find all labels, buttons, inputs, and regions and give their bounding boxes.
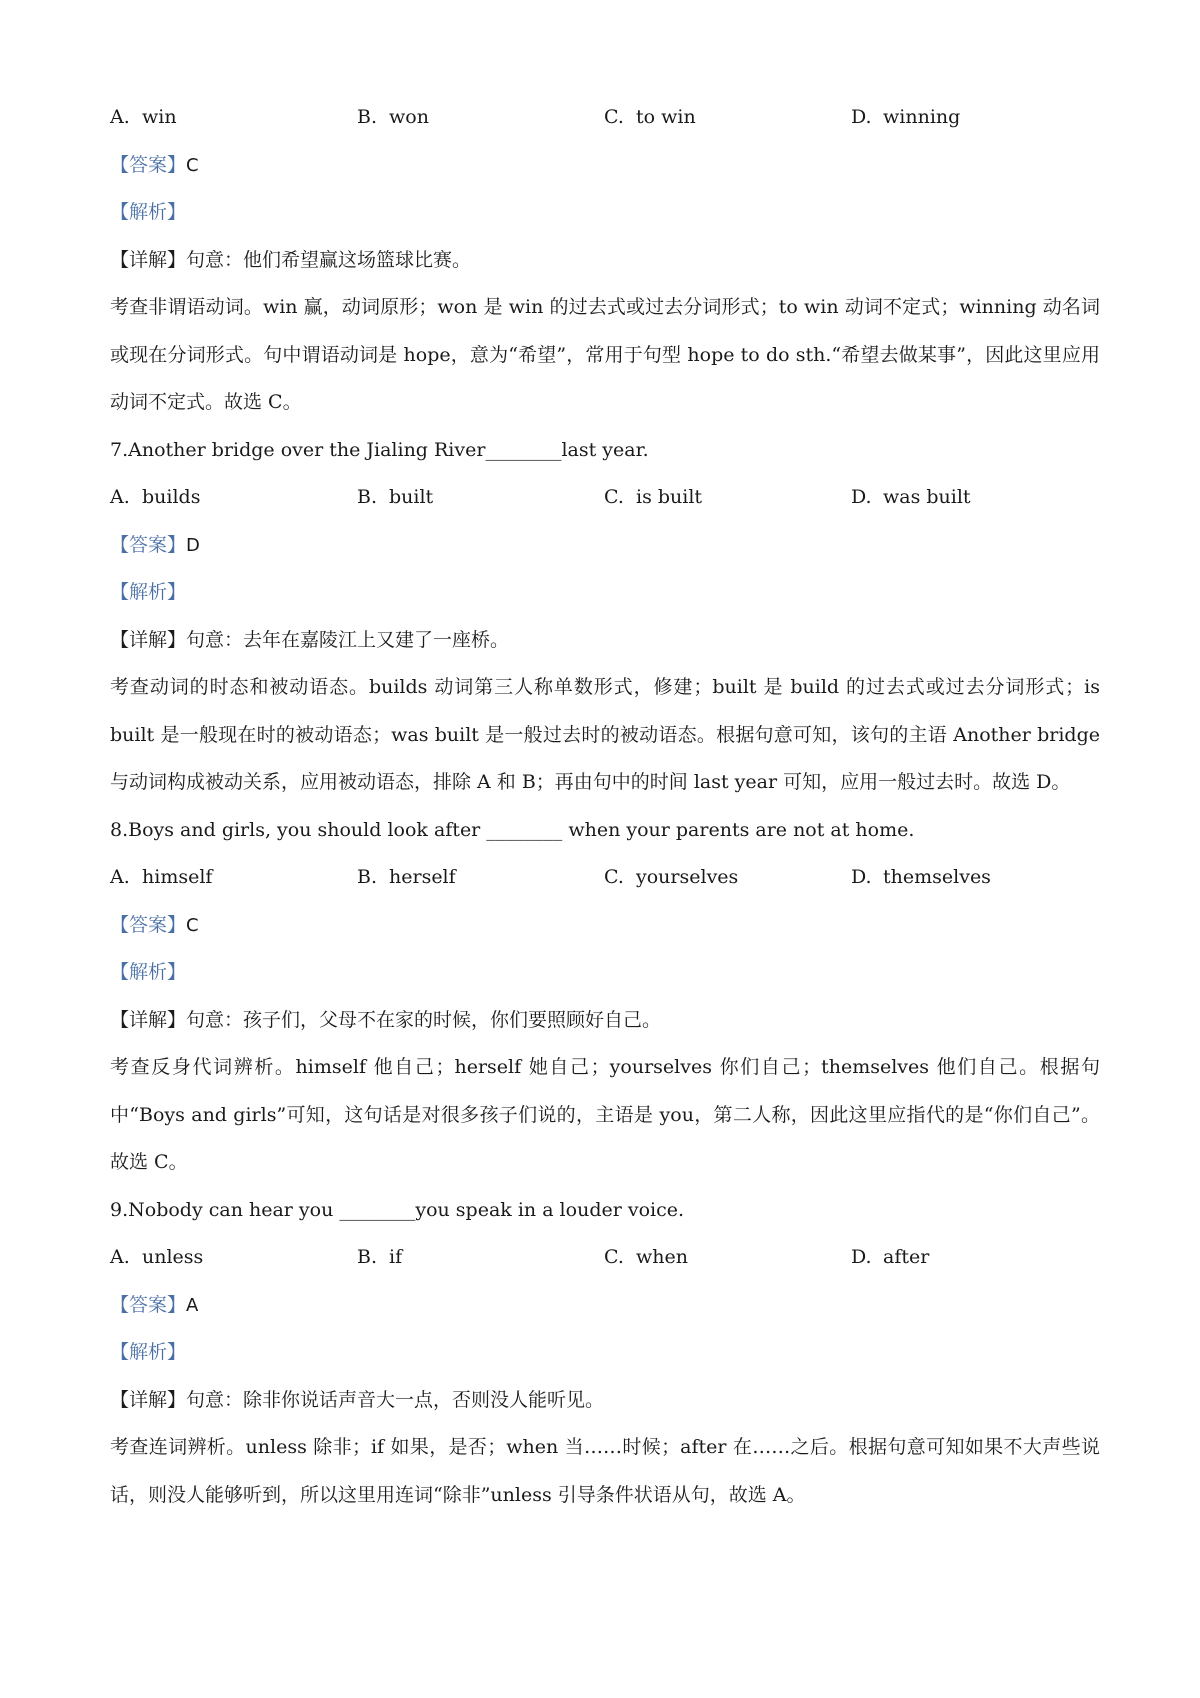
q7-option-a[interactable]: A. builds (110, 486, 201, 508)
q6-option-b[interactable]: B. won (357, 106, 429, 128)
q8-detail: 【详解】句意：孩子们，父母不在家的时候，你们要照顾好自己。 (110, 1008, 662, 1031)
q7-analysis-label: 【解析】 (110, 581, 187, 603)
q8-option-d[interactable]: D. themselves (851, 866, 991, 888)
q6-options (110, 94, 1100, 142)
q9-options (110, 1234, 1100, 1282)
q9-option-c[interactable]: C. when (604, 1246, 688, 1268)
q8-option-c[interactable]: C. yourselves (604, 866, 739, 888)
q9-option-a[interactable]: A. unless (110, 1246, 204, 1268)
document-page (110, 94, 1100, 1519)
q9-question: 9.Nobody can hear you ________you speak in a louder voice. (110, 1198, 685, 1221)
q8-option-a[interactable]: A. himself (110, 866, 213, 888)
q7-options (110, 474, 1100, 522)
q9-option-d[interactable]: D. after (851, 1246, 930, 1268)
q7-option-c[interactable]: C. is built (604, 486, 703, 508)
q9-analysis-label: 【解析】 (110, 1341, 187, 1363)
q9-explanation: 考查连词辨析。unless 除非；if 如果，是否；when 当……时候；after 在……之后。根据句意可知如果不大声些说话，则没人能够听到，所以这里用连词“除非”unless 引导条件状语从句，故选 A。 (110, 1436, 1100, 1506)
q8-explanation: 考查反身代词辨析。himself 他自己；herself 她自己；yourselves 你们自己；themselves 他们自己。根据句中“Boys and girls”可知，这句话是对很多孩子们说的，主语是 you，第二人称，因此这里应指代的是“你们自己”。故选 C。 (110, 1056, 1100, 1173)
q9-detail: 【详解】句意：除非你说话声音大一点，否则没人能听见。 (110, 1388, 605, 1411)
q6-explanation: 考查非谓语动词。win 赢，动词原形；won 是 win 的过去式或过去分词形式；to win 动词不定式；winning 动名词或现在分词形式。句中谓语动词是 hope，意为“希望”，常用于句型 hope to do sth.“希望去做某事”，因此这里应用动词不定式。故选 C。 (110, 296, 1100, 413)
q8-analysis-label: 【解析】 (110, 961, 187, 983)
q6-option-d[interactable]: D. winning (851, 106, 961, 128)
q6-option-a[interactable]: A. win (110, 106, 177, 128)
q6-answer: 【答案】C (110, 153, 199, 176)
q6-option-c[interactable]: C. to win (604, 106, 696, 128)
q7-detail: 【详解】句意：去年在嘉陵江上又建了一座桥。 (110, 628, 510, 651)
q6-analysis-label: 【解析】 (110, 201, 187, 223)
q8-answer: 【答案】C (110, 913, 199, 936)
q8-option-b[interactable]: B. herself (357, 866, 456, 888)
q9-option-b[interactable]: B. if (357, 1246, 403, 1268)
q7-question: 7.Another bridge over the Jialing River________last year. (110, 438, 649, 461)
q7-option-b[interactable]: B. built (357, 486, 434, 508)
q7-option-d[interactable]: D. was built (851, 486, 971, 508)
q7-explanation: 考查动词的时态和被动语态。builds 动词第三人称单数形式，修建；built 是 build 的过去式或过去分词形式；is built 是一般现在时的被动语态；was built 是一般过去时的被动语态。根据句意可知，该句的主语 Another bridge 与动词构成被动关系，应用被动语态，排除 A 和 B；再由句中的时间 last year 可知，应用一般过去时。故选 D。 (110, 676, 1100, 793)
q9-answer: 【答案】A (110, 1293, 199, 1316)
q8-options (110, 854, 1100, 902)
q6-detail: 【详解】句意：他们希望赢这场篮球比赛。 (110, 248, 472, 271)
q7-answer: 【答案】D (110, 533, 200, 556)
q8-question: 8.Boys and girls, you should look after ________ when your parents are not at home. (110, 818, 915, 841)
